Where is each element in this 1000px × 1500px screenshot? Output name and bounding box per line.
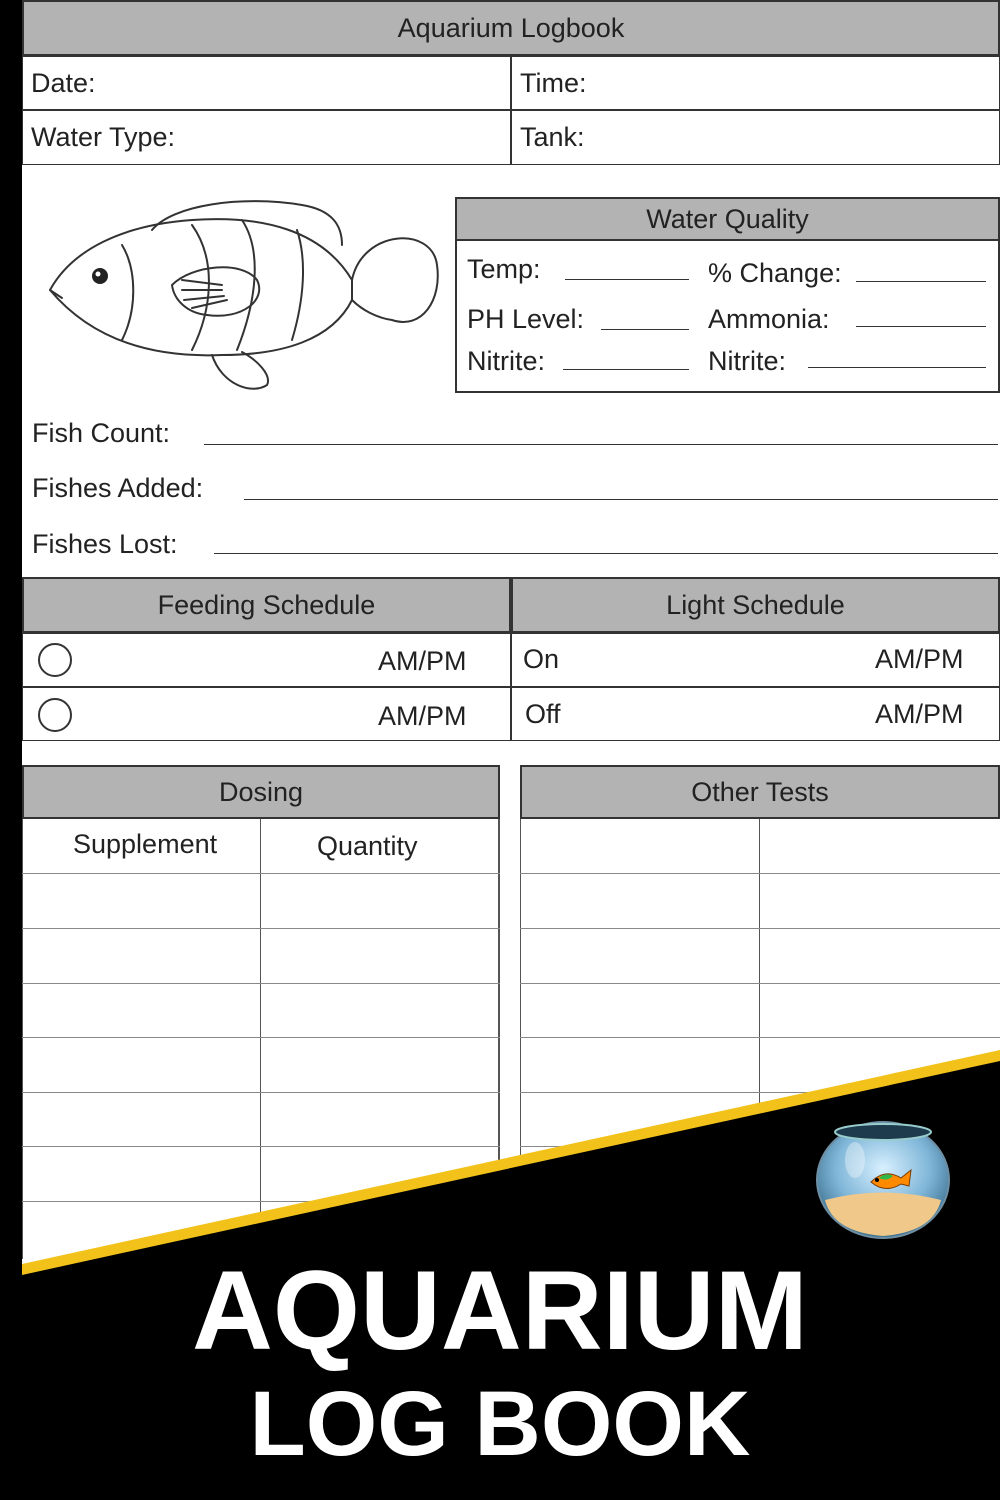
date-label: Date:	[31, 67, 96, 98]
cover-title-line2: LOG BOOK	[249, 1373, 751, 1475]
water-quality-title: Water Quality	[646, 203, 809, 234]
dosing-title: Dosing	[218, 776, 304, 807]
cover-title-line1: AQUARIUM	[192, 1248, 808, 1373]
fishes-lost-label: Fishes Lost:	[32, 529, 178, 559]
nitrite-right-label: Nitrite:	[708, 346, 787, 376]
light-schedule-title: Light Schedule	[666, 589, 845, 620]
ammonia-label: Ammonia:	[708, 304, 830, 334]
other-tests-title: Other Tests	[691, 776, 829, 807]
change-label: % Change:	[708, 258, 842, 288]
nitrite-left-label: Nitrite:	[467, 346, 546, 376]
supplement-column-header: Supplement	[73, 829, 218, 859]
light-ampm-2: AM/PM	[875, 699, 964, 729]
water-type-label: Water Type:	[31, 122, 176, 152]
fishes-added-label: Fishes Added:	[32, 473, 204, 503]
temp-label: Temp:	[467, 254, 541, 284]
feeding-ampm-1: AM/PM	[378, 646, 467, 676]
feeding-ampm-2: AM/PM	[378, 701, 467, 731]
fishbowl-icon	[815, 1120, 951, 1240]
light-ampm-1: AM/PM	[875, 644, 964, 674]
light-on-label: On	[523, 644, 560, 674]
tank-label: Tank:	[520, 122, 585, 152]
light-off-label: Off	[525, 699, 561, 729]
page-title: Aquarium Logbook	[397, 12, 625, 43]
feeding-schedule-title: Feeding Schedule	[157, 589, 376, 620]
fish-count-label: Fish Count:	[32, 418, 171, 448]
time-label: Time:	[520, 67, 587, 98]
quantity-column-header: Quantity	[317, 831, 418, 861]
ph-label: PH Level:	[467, 304, 585, 334]
